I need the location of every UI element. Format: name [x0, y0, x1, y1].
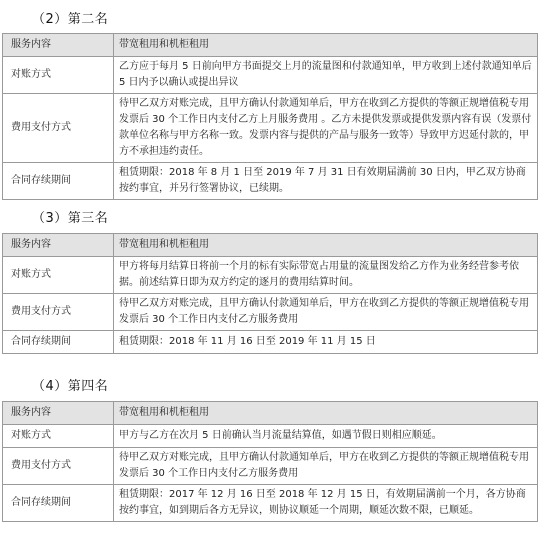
section-heading-4: （4）第四名 [32, 379, 109, 394]
table-row [3, 57, 538, 94]
row-value: 乙方应于每月 5 日前向甲方书面提交上月的流量图和付款通知单，甲方收到上述付款通知单后 5 日内予以确认或提出异议 [114, 57, 538, 94]
row-value: 甲方将每月结算日将前一个月的标有实际带宽占用量的流量图发给乙方作为业务经营参考依据。前述结算日即为双方约定的逐月的费用结算时间。 [114, 257, 538, 294]
contract-table-3 [2, 233, 538, 354]
contract-table-2 [2, 33, 538, 200]
row-label: 费用支付方式 [3, 294, 114, 331]
row-value: 带宽租用和机柜租用 [114, 234, 538, 257]
row-value: 待甲乙双方对账完成，且甲方确认付款通知单后，甲方在收到乙方提供的等额正规增值税专用发票后 30 个工作日内支付乙方服务费用 [114, 294, 538, 331]
row-label: 费用支付方式 [3, 94, 114, 163]
row-label: 合同存续期间 [3, 331, 114, 354]
table-row [3, 331, 538, 354]
table-row [3, 34, 538, 57]
row-label: 服务内容 [3, 402, 114, 425]
row-label: 合同存续期间 [3, 485, 114, 522]
section-heading-2: （2）第二名 [32, 12, 109, 27]
row-value: 租赁期限：2018 年 11 月 16 日至 2019 年 11 月 15 日 [114, 331, 538, 354]
table-row [3, 234, 538, 257]
row-value: 租赁期限：2018 年 8 月 1 日至 2019 年 7 月 31 日有效期届满前 30 日内，甲乙双方协商按约事宜，并另行签署协议，已续期。 [114, 163, 538, 200]
row-label: 费用支付方式 [3, 448, 114, 485]
row-label: 对账方式 [3, 425, 114, 448]
table-row [3, 163, 538, 200]
table-row [3, 94, 538, 163]
row-value: 待甲乙双方对账完成，且甲方确认付款通知单后，甲方在收到乙方提供的等额正规增值税专用发票后 30 个工作日内支付乙方服务费用 [114, 448, 538, 485]
row-value: 甲方与乙方在次月 5 日前确认当月流量结算值，如遇节假日则相应顺延。 [114, 425, 538, 448]
table-row [3, 402, 538, 425]
table-row [3, 485, 538, 522]
contract-table-4 [2, 401, 538, 522]
table-row [3, 257, 538, 294]
table-row [3, 448, 538, 485]
row-value: 待甲乙双方对账完成，且甲方确认付款通知单后，甲方在收到乙方提供的等额正规增值税专用发票后 30 个工作日内支付乙方上月服务费用 。乙方未提供发票或提供发票内容有误（发票付款单位名称与甲方名称一致。发票内容与提供的产品与服务一致等）导致甲方迟延付款的，甲方不承担违约责任。 [114, 94, 538, 163]
row-value: 带宽租用和机柜租用 [114, 402, 538, 425]
row-label: 对账方式 [3, 257, 114, 294]
row-label: 服务内容 [3, 234, 114, 257]
row-label: 合同存续期间 [3, 163, 114, 200]
table-row [3, 425, 538, 448]
row-label: 服务内容 [3, 34, 114, 57]
row-value: 带宽租用和机柜租用 [114, 34, 538, 57]
section-heading-3: （3）第三名 [32, 211, 109, 226]
row-value: 租赁期限：2017 年 12 月 16 日至 2018 年 12 月 15 日，有效期届满前一个月，各方协商按约事宜，如到期后各方无异议，则协议顺延一个周期，顺延次数不限，已顺延。 [114, 485, 538, 522]
row-label: 对账方式 [3, 57, 114, 94]
table-row [3, 294, 538, 331]
